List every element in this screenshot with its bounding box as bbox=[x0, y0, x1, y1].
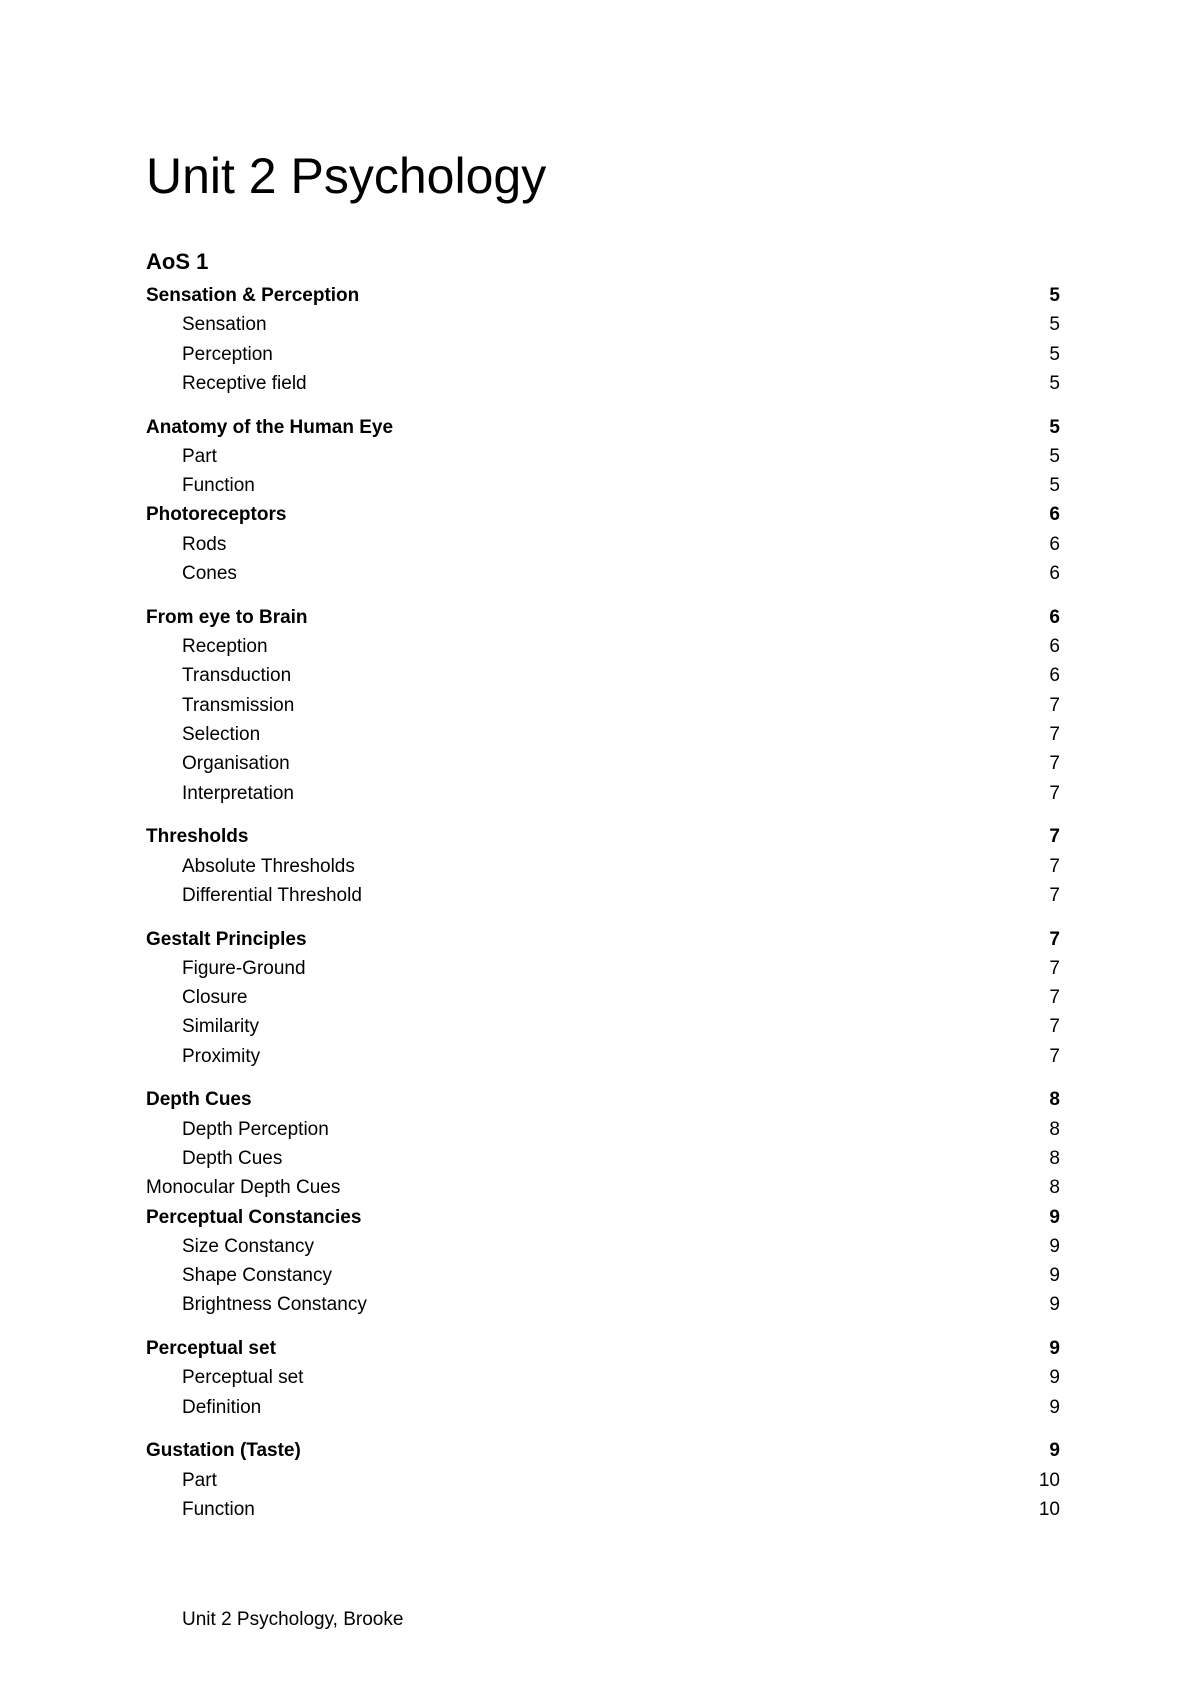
toc-entry[interactable] bbox=[146, 1012, 1060, 1041]
toc-entry-label[interactable]: Interpretation bbox=[182, 782, 294, 804]
toc-entry[interactable] bbox=[146, 1466, 1060, 1495]
toc-entry-label[interactable]: Definition bbox=[182, 1396, 262, 1418]
toc-entry-label[interactable]: Monocular Depth Cues bbox=[146, 1177, 341, 1199]
toc-page-number[interactable]: 7 bbox=[1049, 928, 1060, 950]
toc-page-number[interactable]: 6 bbox=[1049, 665, 1060, 687]
toc-entry[interactable] bbox=[146, 1115, 1060, 1144]
toc-page-number[interactable]: 5 bbox=[1049, 445, 1060, 467]
toc-page-number[interactable]: 8 bbox=[1049, 1089, 1060, 1111]
toc-entry[interactable] bbox=[146, 1203, 1060, 1232]
toc-page-number[interactable]: 9 bbox=[1049, 1367, 1060, 1389]
toc-page-number[interactable]: 5 bbox=[1049, 372, 1060, 394]
toc-page-number[interactable]: 7 bbox=[1049, 884, 1060, 906]
toc-entry[interactable] bbox=[146, 1363, 1060, 1392]
toc-page-number[interactable]: 6 bbox=[1049, 636, 1060, 658]
toc-entry[interactable] bbox=[146, 954, 1060, 983]
toc-page-number[interactable]: 5 bbox=[1049, 314, 1060, 336]
toc-page-number[interactable]: 10 bbox=[1038, 1469, 1060, 1491]
toc-entry-label[interactable]: Absolute Thresholds bbox=[182, 855, 355, 877]
toc-page-number[interactable]: 7 bbox=[1049, 782, 1060, 804]
toc-entry[interactable] bbox=[146, 822, 1060, 851]
toc-entry-label[interactable]: Sensation bbox=[182, 314, 267, 336]
toc-entry[interactable] bbox=[146, 281, 1060, 310]
toc-page-number[interactable]: 9 bbox=[1049, 1206, 1060, 1228]
toc-entry-label[interactable]: Depth Cues bbox=[146, 1089, 252, 1111]
toc-page-number[interactable]: 9 bbox=[1049, 1235, 1060, 1257]
toc-entry-label[interactable]: From eye to Brain bbox=[146, 606, 308, 628]
toc-entry-label[interactable]: Depth Perception bbox=[182, 1118, 329, 1140]
toc-entry[interactable] bbox=[146, 1173, 1060, 1202]
toc-page-number[interactable]: 7 bbox=[1049, 855, 1060, 877]
toc-page-number[interactable]: 8 bbox=[1049, 1147, 1060, 1169]
toc-entry-label[interactable]: Cones bbox=[182, 563, 237, 585]
toc-page-number[interactable]: 8 bbox=[1049, 1118, 1060, 1140]
toc-entry[interactable] bbox=[146, 661, 1060, 690]
toc-page-number[interactable]: 7 bbox=[1049, 694, 1060, 716]
toc-entry-label[interactable]: Rods bbox=[182, 533, 227, 555]
toc-page-number[interactable]: 7 bbox=[1049, 753, 1060, 775]
toc-entry[interactable] bbox=[146, 1261, 1060, 1290]
toc-entry-label[interactable]: Reception bbox=[182, 636, 268, 658]
toc-entry[interactable] bbox=[146, 559, 1060, 588]
toc-entry[interactable] bbox=[146, 691, 1060, 720]
toc-entry-label[interactable]: Part bbox=[182, 445, 217, 467]
toc-entry-label[interactable]: Gestalt Principles bbox=[146, 928, 307, 950]
toc-page-number[interactable]: 10 bbox=[1038, 1499, 1060, 1521]
toc-page-number[interactable]: 6 bbox=[1049, 504, 1060, 526]
toc-entry-label[interactable]: Sensation & Perception bbox=[146, 285, 360, 306]
toc-page-number[interactable]: 5 bbox=[1049, 343, 1060, 365]
toc-entry[interactable] bbox=[146, 1042, 1060, 1071]
toc-entry-label[interactable]: Perceptual set bbox=[182, 1367, 304, 1389]
toc-entry[interactable] bbox=[146, 603, 1060, 632]
toc-entry[interactable] bbox=[146, 500, 1060, 529]
toc-entry[interactable] bbox=[146, 369, 1060, 398]
toc-page-number[interactable]: 7 bbox=[1049, 723, 1060, 745]
toc-page-number[interactable]: 6 bbox=[1049, 533, 1060, 555]
toc-page-number[interactable]: 7 bbox=[1049, 1016, 1060, 1038]
toc-page-number[interactable]: 7 bbox=[1049, 987, 1060, 1009]
toc-page-number[interactable]: 9 bbox=[1049, 1338, 1060, 1360]
toc-page-number[interactable]: 7 bbox=[1049, 826, 1060, 848]
toc-entry-label[interactable]: Anatomy of the Human Eye bbox=[146, 416, 394, 438]
toc-entry[interactable] bbox=[146, 442, 1060, 471]
toc-entry[interactable] bbox=[146, 925, 1060, 954]
toc-entry-label[interactable]: Function bbox=[182, 1499, 255, 1521]
toc-entry[interactable] bbox=[146, 340, 1060, 369]
toc-entry[interactable] bbox=[146, 413, 1060, 442]
toc-page-number[interactable]: 6 bbox=[1049, 606, 1060, 628]
toc-page-number[interactable]: 9 bbox=[1049, 1265, 1060, 1287]
toc-page-number[interactable]: 9 bbox=[1049, 1440, 1060, 1462]
toc-entry-label[interactable]: Closure bbox=[182, 987, 248, 1009]
toc-page-number[interactable]: 7 bbox=[1049, 957, 1060, 979]
toc-entry-label[interactable]: Function bbox=[182, 475, 255, 497]
toc-entry-label[interactable]: Size Constancy bbox=[182, 1235, 315, 1257]
toc-entry-label[interactable]: Transmission bbox=[182, 694, 295, 716]
toc-entry-label[interactable]: Part bbox=[182, 1469, 217, 1491]
toc-page-number[interactable]: 9 bbox=[1049, 1294, 1060, 1316]
toc-page-number[interactable]: 5 bbox=[1049, 285, 1060, 306]
toc-entry-label[interactable]: Photoreceptors bbox=[146, 504, 287, 526]
toc-entry[interactable] bbox=[146, 1495, 1060, 1524]
page-footer: Unit 2 Psychology, Brooke bbox=[182, 1609, 404, 1630]
toc-page-number[interactable]: 9 bbox=[1049, 1396, 1060, 1418]
toc-entry-label[interactable]: Proximity bbox=[182, 1045, 261, 1067]
toc-entry-label[interactable]: Selection bbox=[182, 723, 261, 745]
toc-entry-label[interactable]: Perceptual set bbox=[146, 1338, 276, 1360]
toc-entry[interactable] bbox=[146, 530, 1060, 559]
toc-entry[interactable] bbox=[146, 720, 1060, 749]
toc-entry-label[interactable]: Differential Threshold bbox=[182, 884, 362, 906]
toc-entry[interactable] bbox=[146, 1436, 1060, 1465]
toc-entry-label[interactable]: Brightness Constancy bbox=[182, 1294, 367, 1316]
toc-page-number[interactable]: 7 bbox=[1049, 1045, 1060, 1067]
toc-entry-label[interactable]: Thresholds bbox=[146, 826, 249, 848]
toc-entry-label[interactable]: Organisation bbox=[182, 753, 290, 775]
toc-entry[interactable] bbox=[146, 632, 1060, 661]
toc-entry-label[interactable]: Transduction bbox=[182, 665, 292, 687]
toc-entry[interactable] bbox=[146, 1290, 1060, 1319]
page-title: Unit 2 Psychology bbox=[146, 148, 547, 204]
toc-entry[interactable] bbox=[146, 1085, 1060, 1114]
toc-entry[interactable] bbox=[146, 881, 1060, 910]
toc-entry-label[interactable]: Receptive field bbox=[182, 372, 307, 394]
toc-entry-label[interactable]: Shape Constancy bbox=[182, 1265, 332, 1287]
toc-entry[interactable] bbox=[146, 471, 1060, 500]
toc-entry[interactable] bbox=[146, 1393, 1060, 1422]
toc-entry[interactable] bbox=[146, 749, 1060, 778]
toc-entry-label[interactable]: Similarity bbox=[182, 1016, 260, 1038]
section-heading: AoS 1 bbox=[146, 249, 209, 274]
toc-entry[interactable] bbox=[146, 1334, 1060, 1363]
toc-entry-label[interactable]: Gustation (Taste) bbox=[146, 1440, 301, 1462]
toc-entry[interactable] bbox=[146, 1232, 1060, 1261]
toc-entry[interactable] bbox=[146, 1144, 1060, 1173]
toc-entry-label[interactable]: Figure-Ground bbox=[182, 957, 306, 979]
toc-entry[interactable] bbox=[146, 983, 1060, 1012]
toc-entry-label[interactable]: Perceptual Constancies bbox=[146, 1206, 362, 1228]
toc-page-number[interactable]: 5 bbox=[1049, 416, 1060, 438]
toc-entry[interactable] bbox=[146, 852, 1060, 881]
toc-entry[interactable] bbox=[146, 779, 1060, 808]
toc-entry[interactable] bbox=[146, 310, 1060, 339]
table-of-contents bbox=[146, 281, 1060, 1524]
toc-entry-label[interactable]: Perception bbox=[182, 343, 273, 365]
toc-entry-label[interactable]: Depth Cues bbox=[182, 1147, 283, 1169]
toc-page-number[interactable]: 8 bbox=[1049, 1177, 1060, 1199]
toc-page-number[interactable]: 5 bbox=[1049, 475, 1060, 497]
toc-page-number[interactable]: 6 bbox=[1049, 563, 1060, 585]
